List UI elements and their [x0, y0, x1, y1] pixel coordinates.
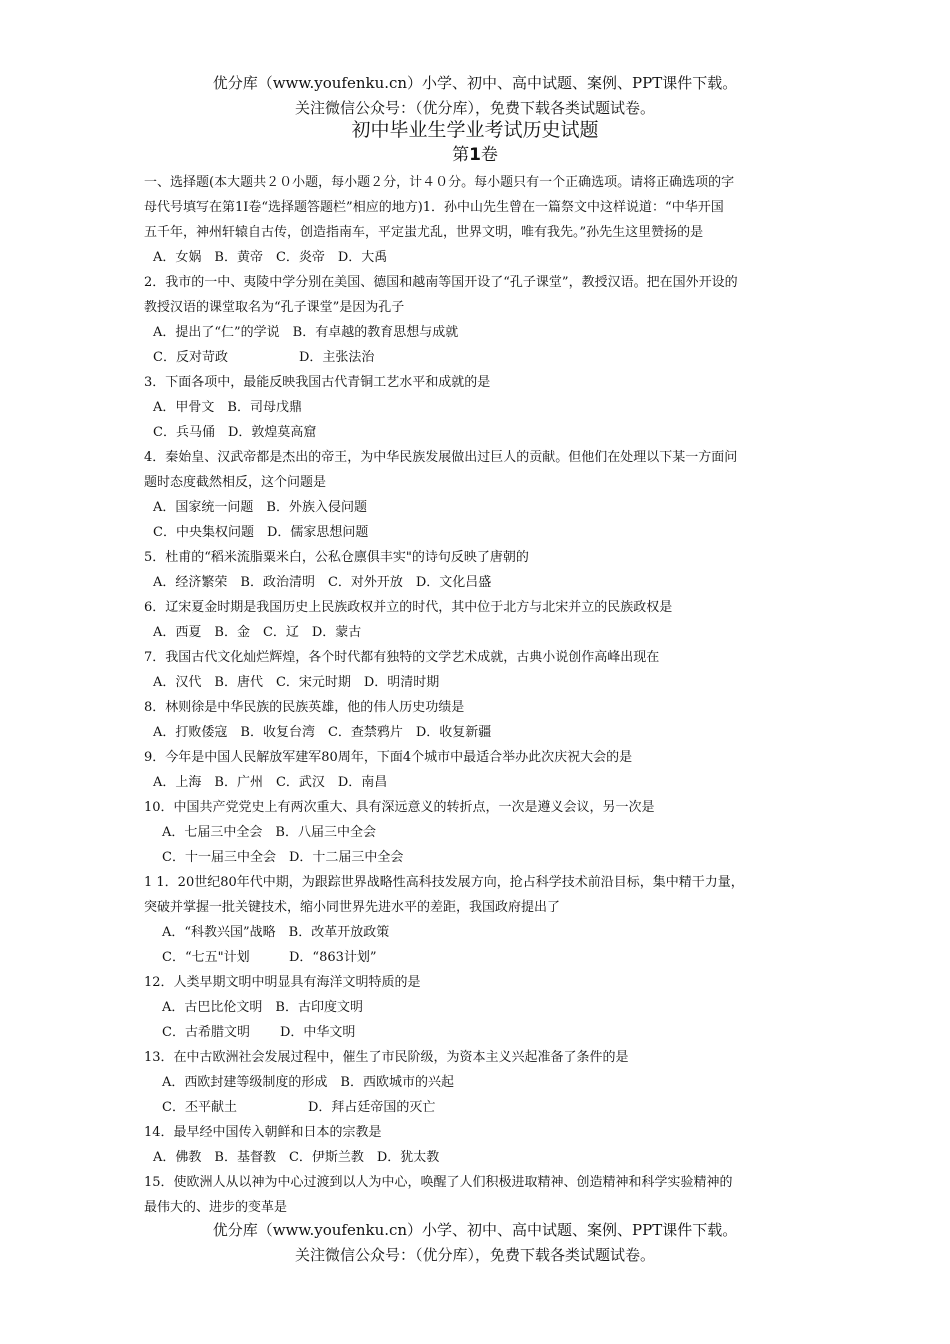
- question-7-text: 7．我国古代文化灿烂辉煌，各个时代都有独特的文学艺术成就，古典小说创作高峰出现在: [144, 650, 660, 665]
- question-10-options-ab: A．七届三中全会 B．八届三中全会: [162, 825, 376, 840]
- question-5-options: A．经济繁荣 B．政治清明 C．对外开放 D．文化吕盛: [153, 575, 492, 590]
- question-13-text: 13．在中古欧洲社会发展过程中，催生了市民阶级，为资本主义兴起准备了条件的是: [144, 1050, 629, 1065]
- question-14-text: 14．最早经中国传入朝鲜和日本的宗教是: [144, 1125, 382, 1140]
- question-4-text-b: 题时态度截然相反，这个问题是: [144, 475, 327, 490]
- question-13-options-cd: [144, 1095, 814, 1120]
- question-12-text: 12．人类早期文明中明显具有海洋文明特质的是: [144, 975, 421, 990]
- question-14-options: A．佛教 B．基督教 C．伊斯兰教 D．犹太教: [153, 1150, 440, 1165]
- question-5-text: 5．杜甫的“稻米流脂粟米白，公私仓廪俱丰实"的诗句反映了唐朝的: [144, 550, 529, 565]
- question-11-options-cd: [144, 945, 814, 970]
- question-15-text-b: 最伟大的、进步的变革是: [144, 1200, 288, 1215]
- question-11-options-ab: A．“科教兴国”战略 B．改革开放政策: [162, 925, 390, 940]
- header-line-1: 优分库（www.youfenku.cn）小学、初中、高中试题、案例、PPT课件下载。: [212, 74, 738, 92]
- question-15-text-a: 15．使欧洲人从以神为中心过渡到以人为中心，唤醒了人们积极进取精神、创造精神和科学实验精神的: [144, 1175, 733, 1190]
- volume-number: 1: [469, 145, 481, 165]
- question-10-options-cd: C．十一届三中全会 D．十二届三中全会: [162, 850, 404, 865]
- question-6-text: 6．辽宋夏金时期是我国历史上民族政权并立的时代，其中位于北方与北宋并立的民族政权是: [144, 600, 673, 615]
- question-3-options-cd: C．兵马俑 D．敦煌莫高窟: [153, 425, 317, 440]
- question-13-option-c: C．丕平献土: [162, 1100, 237, 1115]
- question-13-options-ab: A．西欧封建等级制度的形成 B．西欧城市的兴起: [162, 1075, 454, 1090]
- question-4-options-ab: A．国家统一问题 B．外族入侵问题: [153, 500, 367, 515]
- question-12-option-d: D．中华文明: [280, 1025, 356, 1040]
- question-2-option-c: C．反对苛政: [153, 350, 228, 365]
- question-2-text-a: 2．我市的一中、夷陵中学分别在美国、德国和越南等国开设了“孔子课堂”，教授汉语。把在国外开设的: [144, 275, 738, 290]
- question-1-options: A．女娲 B．黄帝 C．炎帝 D．大禹: [153, 250, 388, 265]
- question-13-option-d: D．拜占廷帝国的灭亡: [308, 1100, 436, 1115]
- volume-prefix: 第: [452, 145, 470, 165]
- instructions-line-1: 一、选择题(本大题共２０小题，每小题２分，计４０分。每小题只有一个正确选项。请将正确选项的字: [144, 175, 735, 190]
- question-9-options: A．上海 B．广州 C．武汉 D．南昌: [153, 775, 388, 790]
- question-2-options-cd: [144, 345, 814, 370]
- question-11-text-b: 突破并掌握一批关键技术，缩小同世界先进水平的差距，我国政府提出了: [144, 900, 561, 915]
- exam-title: 初中毕业生学业考试历史试题: [351, 119, 599, 141]
- question-12-options-ab: A．古巴比伦文明 B．古印度文明: [162, 1000, 363, 1015]
- question-4-text-a: 4．秦始皇、汉武帝都是杰出的帝王，为中华民族发展做出过巨人的贡献。但他们在处理以下某一方面问: [144, 450, 738, 465]
- question-2-option-d: D．主张法治: [299, 350, 375, 365]
- header-line-2: 关注微信公众号：（优分库），免费下载各类试题试卷。: [294, 99, 655, 117]
- question-12-option-c: C．古希腊文明: [162, 1025, 250, 1040]
- question-3-text: 3．下面各项中，最能反映我国古代青铜工艺水平和成就的是: [144, 375, 491, 390]
- question-12-options-cd: [144, 1020, 814, 1045]
- volume-suffix: 卷: [480, 145, 498, 165]
- instructions-line-2: 母代号填写在第1Ⅰ卷“选择题答题栏”相应的地方)1．孙中山先生曾在一篇祭文中这样说道：“中华开国: [144, 200, 724, 215]
- question-6-options: A．西夏 B．金 C．辽 D．蒙古: [153, 625, 362, 640]
- question-7-options: A．汉代 B．唐代 C．宋元时期 D．明清时期: [153, 675, 440, 690]
- question-1-text: 五千年，神州轩辕自古传，创造指南车，平定蚩尤乱，世界文明，唯有我先。”孙先生这里赞扬的是: [144, 225, 704, 240]
- question-9-text: 9．今年是中国人民解放军建军80周年，下面4个城市中最适合举办此次庆祝大会的是: [144, 750, 633, 765]
- question-10-text: 10．中国共产党党史上有两次重大、具有深远意义的转折点，一次是遵义会议，另一次是: [144, 800, 655, 815]
- question-11-option-c: C．“七五"计划: [162, 950, 250, 965]
- question-2-text-b: 教授汉语的课堂取名为“孔子课堂”是因为孔子: [144, 300, 405, 315]
- question-3-options-ab: A．甲骨文 B．司母戊鼎: [153, 400, 302, 415]
- question-11-option-d: D．“863计划”: [289, 950, 377, 965]
- question-8-text: 8．林则徐是中华民族的民族英雄，他的伟人历史功绩是: [144, 700, 465, 715]
- question-11-text-a: 1 1．20世纪80年代中期，为跟踪世界战略性高科技发展方向，抢占科学技术前沿目标，集中精干力量，: [144, 875, 744, 890]
- question-body: [144, 170, 814, 1220]
- footer-line-1: 优分库（www.youfenku.cn）小学、初中、高中试题、案例、PPT课件下载。: [212, 1221, 738, 1239]
- footer-line-2: 关注微信公众号：（优分库），免费下载各类试题试卷。: [294, 1246, 655, 1264]
- volume-label: [0, 144, 950, 166]
- question-4-options-cd: C．中央集权问题 D．儒家思想问题: [153, 525, 369, 540]
- question-8-options: A．打败倭寇 B．收复台湾 C．查禁鸦片 D．收复新疆: [153, 725, 492, 740]
- question-2-options-ab: A．提出了“仁”的学说 B．有卓越的教育思想与成就: [153, 325, 459, 340]
